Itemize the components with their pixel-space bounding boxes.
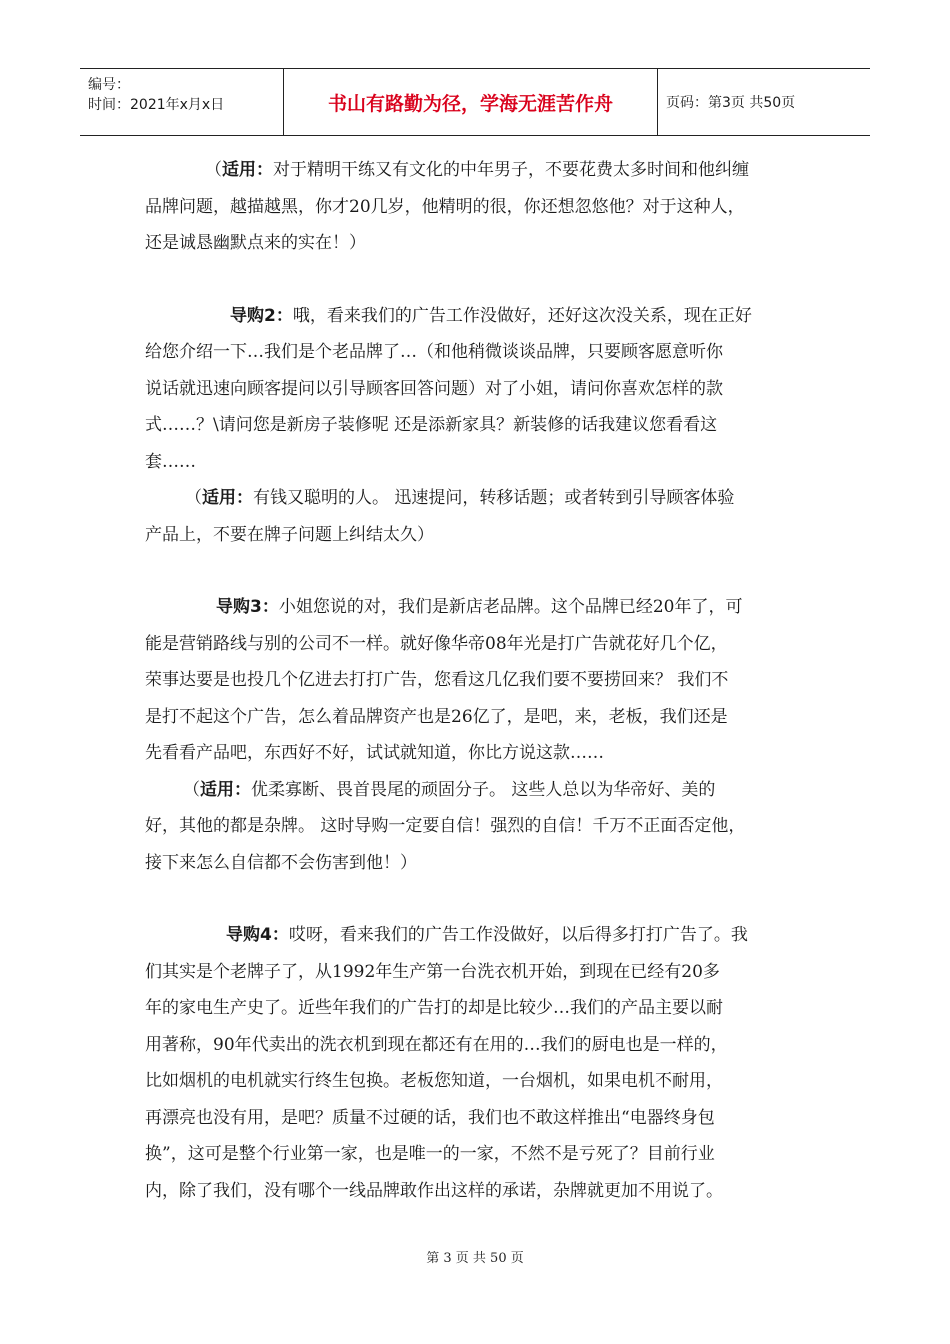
text-run: 先看看产品吧，东西好不好，试试就知道，你比方说这款…… [145, 743, 604, 763]
bold-label: 适用： [202, 488, 253, 508]
text-line [145, 1063, 815, 1100]
text-line [145, 152, 815, 189]
text-run: 内，除了我们，没有哪个一线品牌敢作出这样的承诺，杂牌就更加不用说了。 [145, 1180, 723, 1201]
text-line [145, 954, 815, 991]
text-line [145, 371, 815, 408]
text-line [145, 1173, 815, 1210]
text-line [145, 589, 815, 626]
text-run: 能是营销路线与别的公司不一样。就好像华帝08年光是打广告就花好几个亿， [145, 633, 728, 654]
text-run: 是打不起这个广告，怎么着品牌资产也是26亿了，是吧，来，老板，我们还是 [145, 706, 728, 727]
text-line [145, 735, 815, 772]
page-header [80, 68, 870, 136]
section-gap [145, 881, 815, 917]
text-run: 好，其他的都是杂牌。 这时导购一定要自信！强烈的自信！千万不正面否定他， [145, 816, 746, 836]
text-run: 再漂亮也没有用，是吧？质量不过硬的话，我们也不敢这样推出“电器终身包 [145, 1107, 715, 1128]
text-line [145, 626, 815, 663]
text-run: 们其实是个老牌子了，从1992年生产第一台洗衣机开始，到现在已经有20多 [145, 961, 720, 982]
text-run: 用著称，90年代卖出的洗衣机到现在都还有在用的…我们的厨电也是一样的， [145, 1034, 728, 1055]
bold-label: 适用： [222, 160, 273, 180]
text-run: （ [185, 488, 202, 508]
bold-label: 导购3： [199, 597, 279, 617]
number-label: 编号： [88, 77, 130, 93]
text-run: 对于精明干练又有文化的中年男子，不要花费太多时间和他纠缠 [273, 160, 749, 180]
text-line [145, 480, 815, 517]
text-run: 给您介绍一下…我们是个老品牌了…（和他稍微谈谈品牌，只要顾客愿意听你 [145, 342, 723, 362]
text-run: 比如烟机的电机就实行终生包换。老板您知道，一台烟机，如果电机不耐用， [145, 1071, 723, 1091]
text-run: 说话就迅速向顾客提问以引导顾客回答问题）对了小姐，请问你喜欢怎样的款 [145, 378, 723, 399]
bold-label: 导购4： [209, 925, 289, 945]
text-line [145, 990, 815, 1027]
text-line [145, 808, 815, 845]
text-line [145, 662, 815, 699]
text-run: 还是诚恳幽默点来的实在！） [145, 233, 366, 253]
text-run: 产品上，不要在牌子问题上纠结太久） [145, 524, 434, 545]
text-line [145, 298, 815, 335]
text-line [145, 1136, 815, 1173]
text-run: 换”，这可是整个行业第一家，也是唯一的一家，不然不是亏死了？目前行业 [145, 1144, 715, 1164]
text-run: 式……？\请问您是新房子装修呢 还是添新家具？新装修的话我建议您看看这 [145, 415, 718, 435]
page-footer: 第 3 页 共 50 页 [426, 1251, 524, 1266]
document-body [145, 152, 815, 1209]
text-line [145, 845, 815, 882]
section-gap [145, 262, 815, 298]
text-run: 套…… [145, 451, 196, 472]
text-run: 荣事达要是也投几个亿进去打打广告，您看这几亿我们要不要捞回来？ 我们不 [145, 670, 729, 690]
section-gap [145, 553, 815, 589]
text-run: 年的家电生产史了。近些年我们的广告打的却是比较少…我们的产品主要以耐 [145, 998, 723, 1018]
text-line [145, 1027, 815, 1064]
header-meta [80, 69, 284, 135]
text-line [145, 407, 815, 444]
text-line [145, 1100, 815, 1137]
text-run: 有钱又聪明的人。 迅速提问，转移话题；或者转到引导顾客体验 [253, 488, 735, 508]
text-run: 接下来怎么自信都不会伤害到他！） [145, 852, 417, 873]
text-run: （ [183, 779, 200, 800]
text-run: （ [205, 160, 222, 180]
text-line [145, 917, 815, 954]
text-run: 品牌问题，越描越黑，你才20几岁，他精明的很，你还想忽悠他？对于这种人， [145, 196, 745, 217]
text-run: 优柔寡断、畏首畏尾的顽固分子。 这些人总以为华帝好、美的 [251, 779, 716, 800]
text-run: 哦，看来我们的广告工作没做好，还好这次没关系，现在正好 [292, 305, 752, 326]
text-line [145, 699, 815, 736]
header-motto: 书山有路勤为径，学海无涯苦作舟 [284, 69, 658, 135]
text-line [145, 225, 815, 262]
bold-label: 导购2： [213, 305, 293, 326]
text-line [145, 517, 815, 554]
header-page-info: 页码：第3页 共50页 [666, 95, 796, 111]
bold-label: 适用： [200, 779, 251, 800]
time-label: 时间：2021年x月x日 [88, 97, 225, 113]
text-line [145, 334, 815, 371]
text-run: 小姐您说的对，我们是新店老品牌。这个品牌已经20年了，可 [278, 597, 743, 617]
text-line [145, 444, 815, 481]
text-line [145, 772, 815, 809]
text-line [145, 189, 815, 226]
text-run: 哎呀，看来我们的广告工作没做好，以后得多打打广告了。我 [288, 925, 748, 945]
